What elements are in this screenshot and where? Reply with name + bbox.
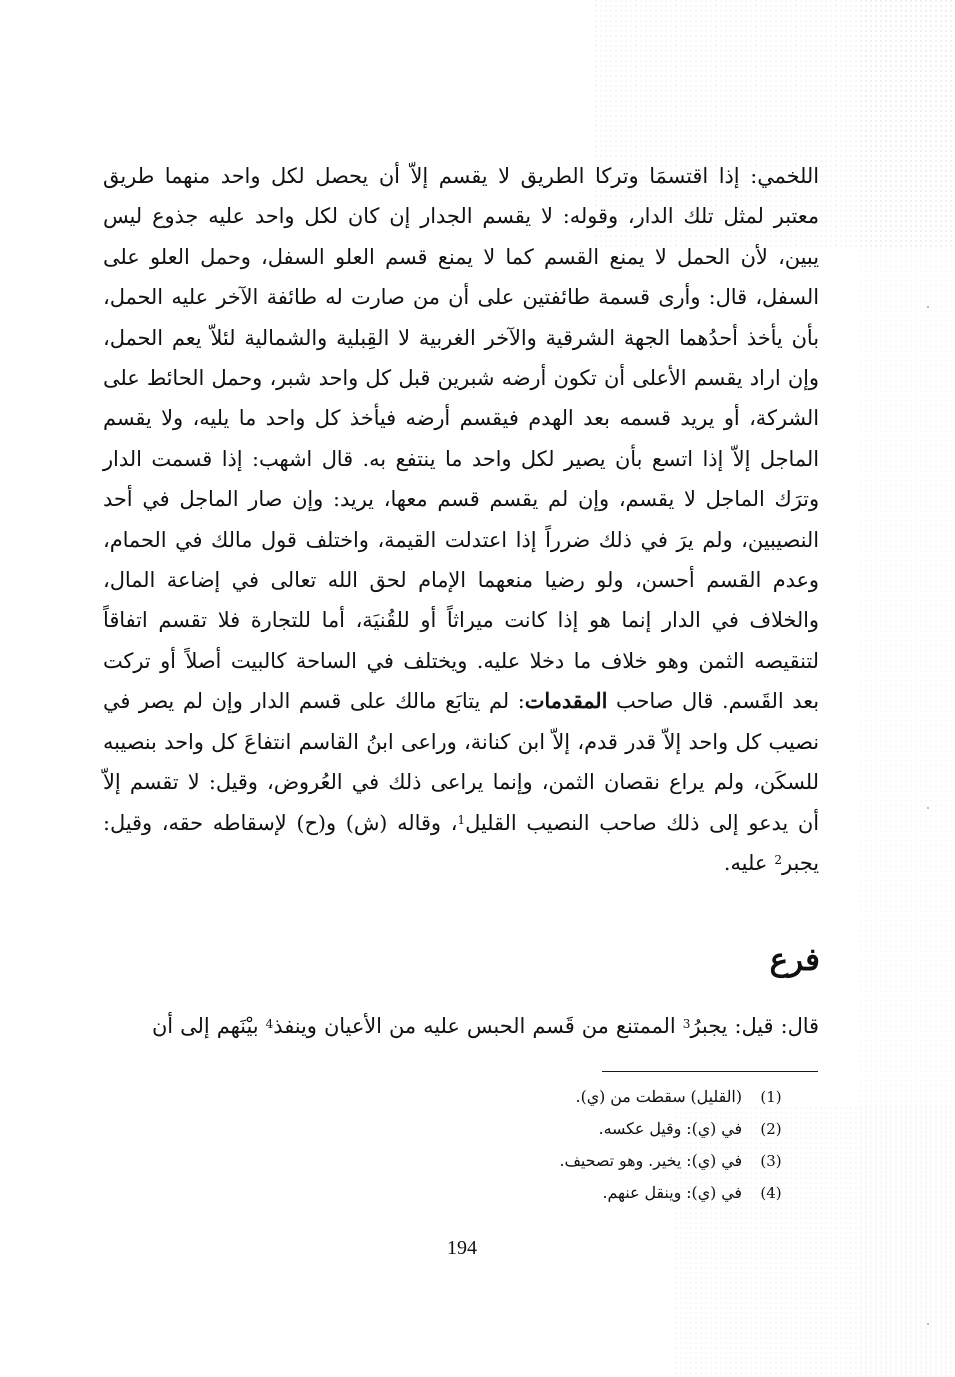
scan-speck [927, 1323, 929, 1325]
text-line: وإن صار الماجل في أحد النصيبين، ولم يرَ في ذلك ضرراً إذا اعتدلت القيمة، [103, 487, 819, 552]
footnote-marker-1: 1 [457, 813, 466, 828]
text-line: الحمل، بأن يأخذ أحدُهما الجهة الشرقية والآخر الغربية لا القِبلية والشمالية لئلاّ [103, 285, 819, 350]
text-line: للتجارة فلا تقسم اتفاقاً لتنقيصه الثمن وهو خلاف ما دخلا عليه. ويختلف في [103, 608, 819, 673]
text-line: وحمل الحائط على الشركة، أو يريد قسمه بعد الهدم فيقسم أرضه فيأخذ كل واحد [103, 366, 819, 431]
text-line: على السفل، قال: وأرى قسمة طائفتين على أن من صارت له طائفة الآخر عليه [103, 244, 819, 310]
main-paragraph [103, 156, 819, 883]
text-line: على قسم الدار وإن لم يصر في نصيب كل واحد إلاّ قدر قدم، إلاّ ابن كنانة، [103, 689, 819, 754]
text-fragment: الساحة كالبيت أصلاً أو تركت بعد القَسم. قال صاحب [103, 648, 819, 714]
text-line: ليس يبين، لأن الحمل لا يمنع القسم كما لا يمنع قسم العلو السفل، وحمل العلو [103, 204, 819, 269]
page-number: 194 [447, 1237, 477, 1259]
text-line: اللخمي: إذا اقتسمَا وتركا الطريق لا يقسم إلاّ أن يحصل لكل واحد منهما طريق [103, 164, 819, 188]
footnote-number: (3) [760, 1152, 782, 1170]
footnote-marker-3: 3 [682, 1016, 691, 1031]
footnote-marker-2: 2 [774, 853, 783, 868]
scan-speck [927, 306, 929, 308]
footnote-item [440, 1113, 783, 1145]
scan-noise-right-edge [860, 0, 955, 1377]
text-fragment: الممتنع من قَسم الحبس عليه من الأعيان وينفذ [273, 1014, 683, 1038]
text-fragment: عليه. [723, 850, 775, 875]
footnote-item [440, 1081, 783, 1113]
text-line: ما يليه، ولا يقسم الماجل إلاّ إذا اتسع بأن يصير لكل واحد ما ينتفع به. قال [103, 406, 819, 471]
scan-speck [927, 807, 929, 809]
section-paragraph [103, 1006, 819, 1046]
footnote-text: في (ي): وقيل عكسه. [598, 1119, 742, 1138]
text-line: اشهب: إذا قسمت الدار وترَك الماجل لا يقسم، وإن لم يقسم قسم معها، يريد: [103, 446, 819, 512]
text-fragment: قال: قيل: يجبرُ [690, 1014, 819, 1038]
footnote-text: (القليل) سقطت من (ي). [575, 1087, 742, 1106]
footnote-separator [602, 1071, 818, 1072]
text-line: يراعى ذلك في العُروض، وقيل: لا تقسم إلاّ أن يدعو إلى ذلك صاحب النصيب [103, 770, 819, 835]
footnote-text: في (ي): وينقل عنهم. [602, 1183, 742, 1202]
text-fragment: بيْنَهم إلى أن [152, 1014, 266, 1038]
text-line: يعم الحمل، وإن اراد يقسم الأعلى أن تكون أرضه شبرين قبل كل واحد شبر، [103, 325, 819, 391]
text-line: الله تعالى في إضاعة المال، والخلاف في الدار إنما هو إذا كانت ميراثاً أو للقُنيَة، أما [103, 568, 819, 633]
footnote-text: في (ي): يخير. وهو تصحيف. [559, 1151, 742, 1170]
text-fragment: القليل [465, 810, 517, 835]
footnote-number: (2) [760, 1120, 782, 1138]
text-fragment: : لم يتابَع مالك [395, 689, 525, 714]
main-text-block [103, 156, 819, 883]
footnote-marker-4: 4 [265, 1016, 274, 1031]
text-line: وراعى ابنُ القاسم انتفاعَ كل واحد بنصيبه للسكَن، ولم يراع نقصان الثمن، وإنما [103, 729, 820, 795]
footnotes-list [440, 1081, 783, 1209]
footnote-number: (4) [760, 1184, 782, 1202]
footnote-number: (1) [760, 1088, 782, 1106]
footnote-item [440, 1177, 783, 1209]
text-line: معتبر لمثل تلك الدار، وقوله: لا يقسم الجدار إن كان لكل واحد عليه جذوع [152, 204, 819, 229]
bold-source-title: المقدمات [524, 688, 608, 714]
text-fragment: ، وقاله (ش) و(ح) لإسقاطه حقه، وقيل: يجبر [103, 810, 819, 875]
footnote-item [440, 1145, 783, 1177]
section-title: فرع [769, 942, 820, 978]
text-line: واختلف قول مالك في الحمام، وعدم القسم أحسن، ولو رضيا منعهما الإمام لحق [103, 527, 819, 593]
